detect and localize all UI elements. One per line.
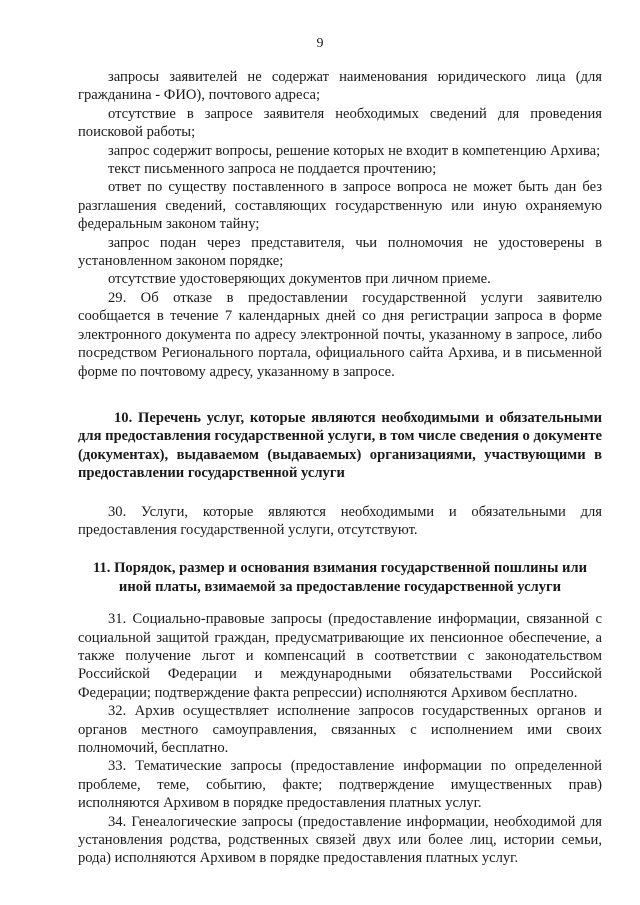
paragraph-31: 31. Социально-правовые запросы (предоставление информации, связанной с социальной защитой граждан, предусматривающие их пенсионное обеспечение, а также получение льгот и компенсаций в соответствии с законодательством Российской Федерации и международными обязательствами Российской Федерации; подтверждение факта репрессии) исполняются Архивом бесплатно. [78,611,602,701]
document-body [78,68,602,868]
list-item: текст письменного запроса не поддается прочтению; [108,161,437,178]
list-item: ответ по существу поставленного в запросе вопроса не может быть дан без разглашения сведений, составляющих государственную или иную охраняемую федеральным законом тайну; [78,179,602,233]
list-item: отсутствие удостоверяющих документов при личном приеме. [108,271,491,288]
list-item: запросы заявителей не содержат наименования юридического лица (для гражданина - ФИО), почтового адреса; [78,69,602,104]
paragraph-32: 32. Архив осуществляет исполнение запросов государственных органов и органов местного самоуправления, связанных с исполнением ими своих полномочий, бесплатно. [78,703,602,756]
list-item: отсутствие в запросе заявителя необходимых сведений для проведения поисковой работы; [78,105,602,141]
section-11-heading: 11. Порядок, размер и основания взимания государственной пошлины или иной платы, взимаемой за предоставление государственной услуги [92,560,588,595]
paragraph-34: 34. Генеалогические запросы (предоставление информации, необходимой для установления родства, родственных связей двух или более лиц, истории семьи, рода) исполняются Архивом в порядке предоставления платных услуг. [78,813,602,867]
paragraph-33: 33. Тематические запросы (предоставление информации по определенной проблеме, теме, событию, факте; подтверждение имущественных прав) исполняются Архивом в порядке предоставления платных услуг. [78,758,602,812]
page-number: 9 [316,36,324,51]
paragraph-30: 30. Услуги, которые являются необходимыми и обязательными для предоставления государственной услуги, отсутствуют. [78,503,602,538]
list-item: запрос содержит вопросы, решение которых не входит в компетенцию Архива; [108,142,601,159]
section-10-heading: 10. Перечень услуг, которые являются необходимыми и обязательными для предоставления государственной услуги, в том числе сведения о документе (документах), выдаваемом (выдаваемых) организациями, участвующими в предоставлении государственной услуги [78,409,602,482]
list-item: запрос подан через представителя, чьи полномочия не удостоверены в установленном законом порядке; [78,234,602,270]
paragraph-29: 29. Об отказе в предоставлении государственной услуги заявителю сообщается в течение 7 календарных дней со дня регистрации запроса в форме электронного документа по адресу электронной почты, указанному в запросе, либо посредством Регионального портала, официального сайта Архива, и в письменной форме по почтовому адресу, указанному в запросе. [78,289,602,380]
